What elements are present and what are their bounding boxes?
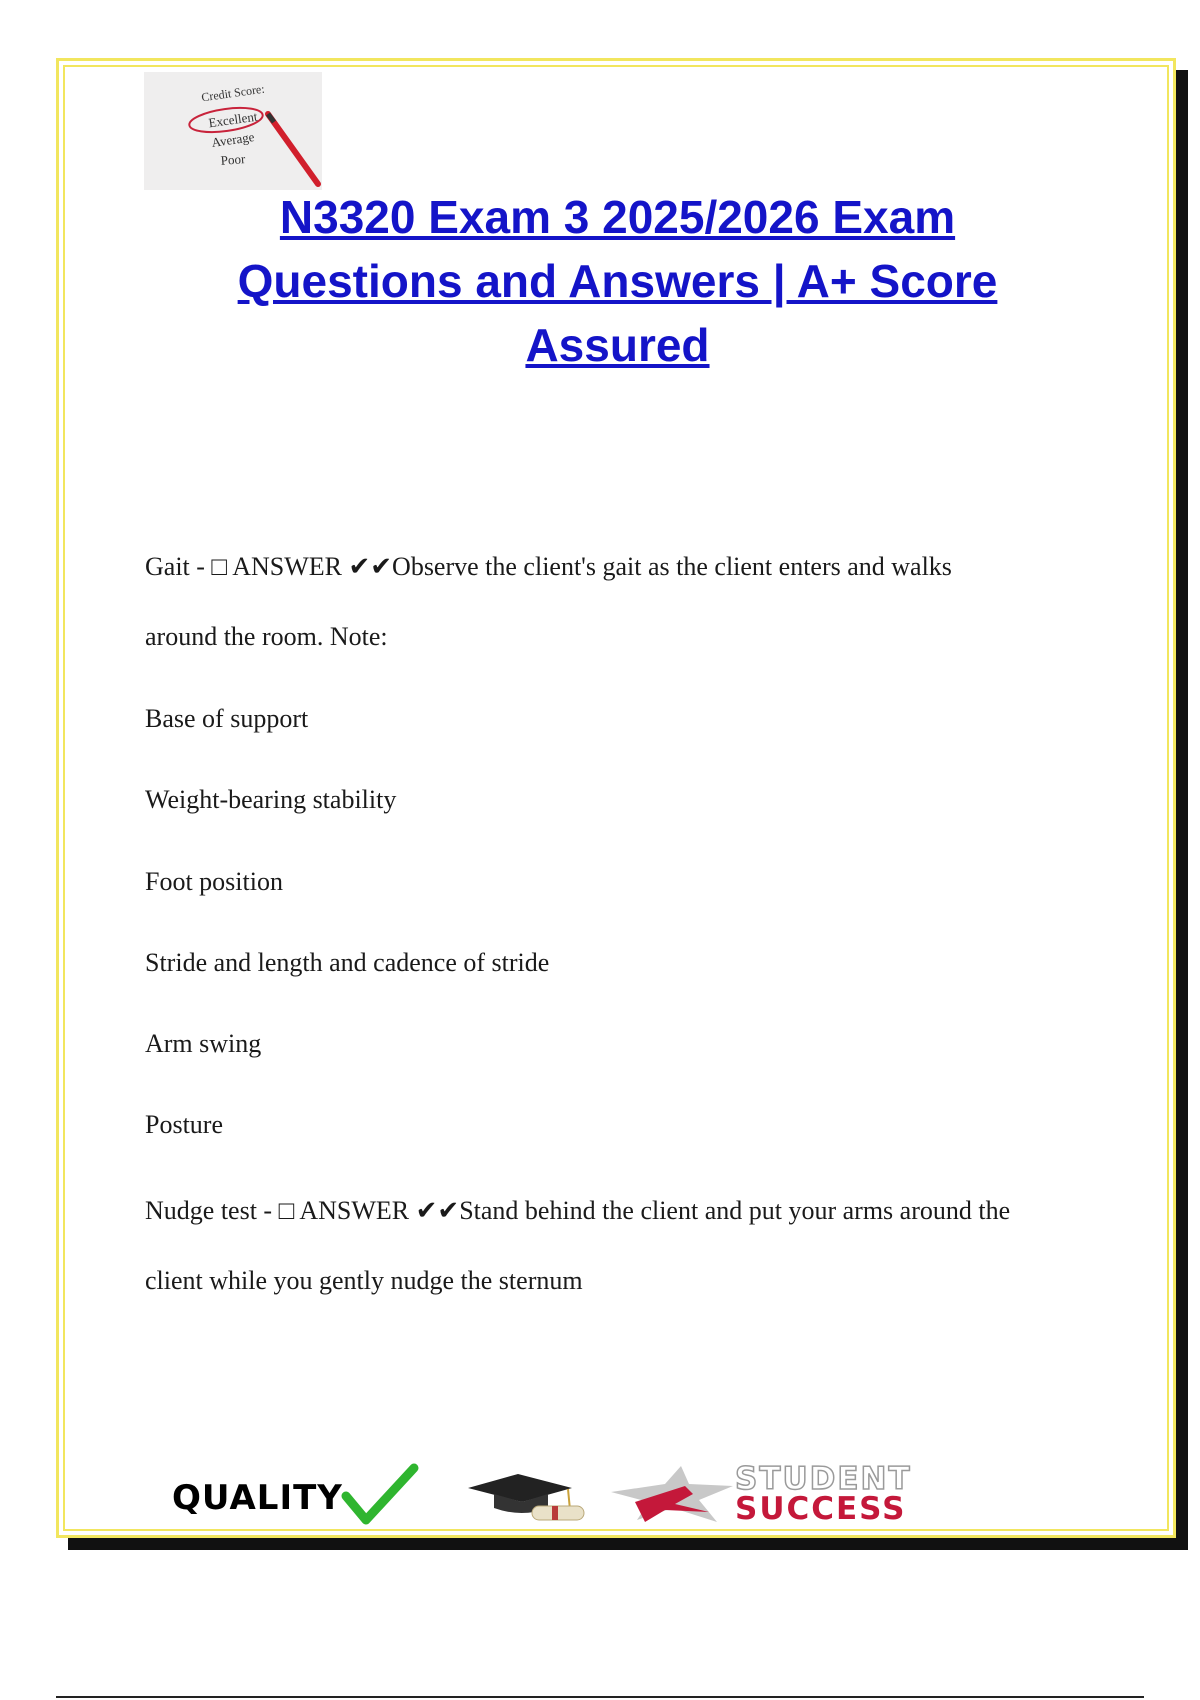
paragraph: Nudge test - □ ANSWER ✔✔Stand behind the client and put your arms around the [145, 1196, 1011, 1225]
paragraph: Weight-bearing stability [145, 785, 397, 814]
paragraph: around the room. Note: [145, 622, 388, 651]
paragraph: Foot position [145, 867, 283, 896]
student-logo-text: STUDENT [735, 1461, 912, 1497]
title-line-2: Questions and Answers | A+ Score [237, 255, 998, 307]
star-icon [605, 1464, 735, 1524]
document-title [160, 185, 1075, 377]
bottom-rule [56, 1696, 1144, 1698]
student-success-logo [735, 1461, 912, 1527]
logo-option-poor: Poor [220, 151, 246, 168]
graduation-cap-icon [460, 1470, 590, 1526]
title-line-3: Assured [525, 319, 710, 371]
paragraph: Base of support [145, 704, 309, 733]
pencil-icon [262, 108, 324, 190]
logo-option-average: Average [210, 129, 256, 150]
paragraph: Stride and length and cadence of stride [145, 948, 550, 977]
logo-heading: Credit Score: [200, 81, 266, 105]
paragraph: client while you gently nudge the sternum [145, 1266, 583, 1295]
footer-logos [160, 1462, 1060, 1532]
logo-option-excellent: Excellent [207, 108, 259, 131]
paragraph: Posture [145, 1110, 223, 1139]
paragraph: Arm swing [145, 1029, 262, 1058]
title-line-1: N3320 Exam 3 2025/2026 Exam [279, 191, 956, 243]
paragraph: Gait - □ ANSWER ✔✔Observe the client's gait as the client enters and walks [145, 552, 952, 581]
green-check-icon [340, 1462, 420, 1528]
credit-score-logo [144, 72, 322, 190]
quality-logo-text: QUALITY [172, 1478, 343, 1518]
success-logo-text: SUCCESS [735, 1491, 907, 1527]
